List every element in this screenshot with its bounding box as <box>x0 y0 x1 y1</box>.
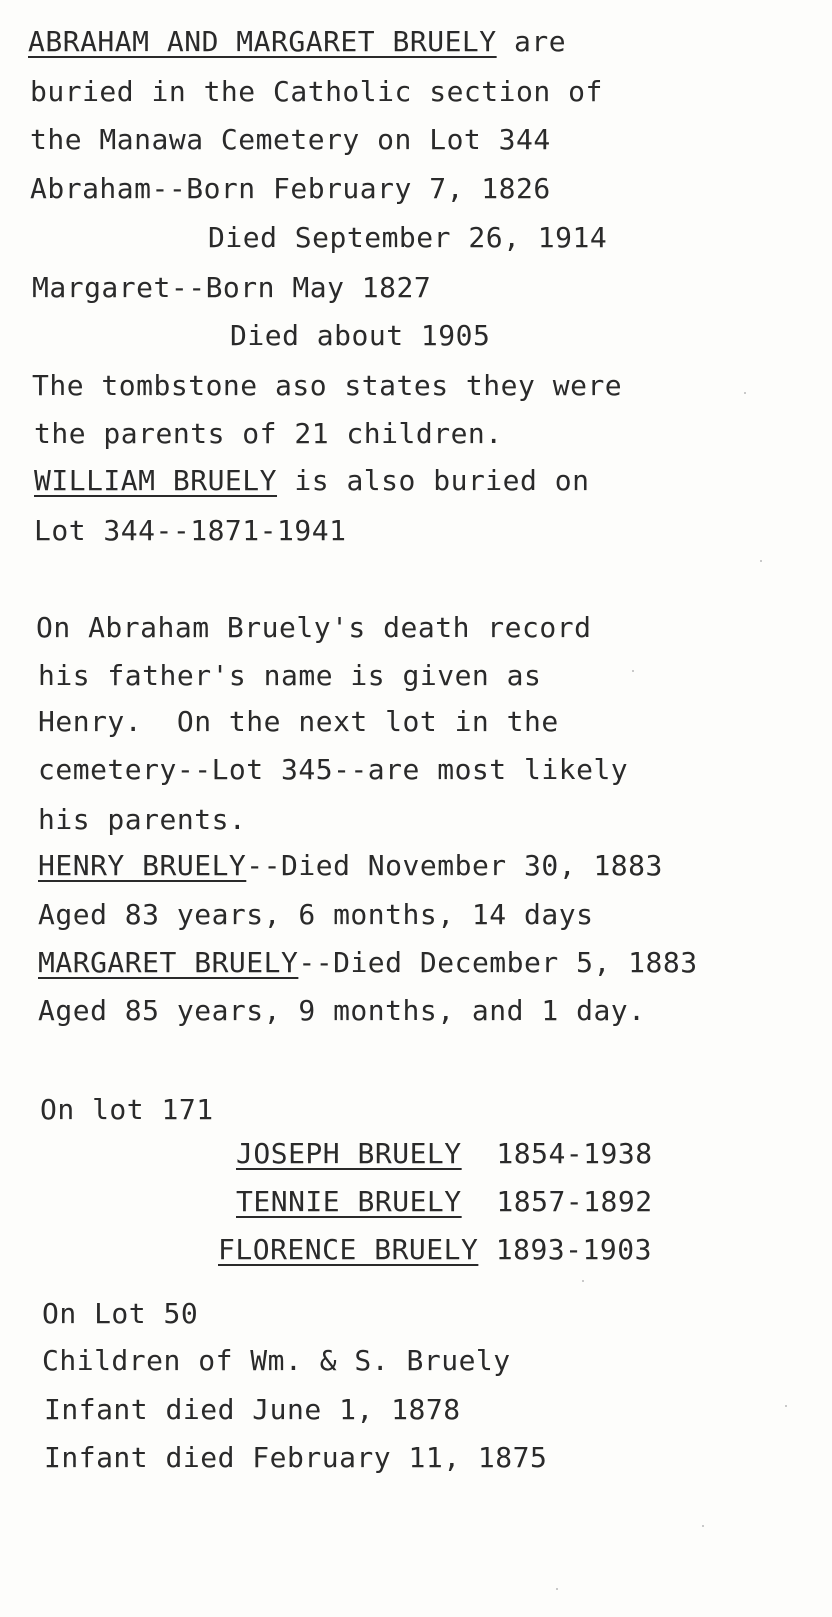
line-26: Children of Wm. & S. Bruely <box>42 1344 511 1377</box>
line-19: MARGARET BRUELY--Died December 5, 1883 <box>38 946 698 979</box>
line-1: ABRAHAM AND MARGARET BRUELY are <box>28 25 567 58</box>
paper-speck <box>556 1588 558 1590</box>
line-10: WILLIAM BRUELY is also buried on <box>34 464 590 497</box>
name-william: WILLIAM BRUELY <box>34 464 278 497</box>
years-florence: 1893-1903 <box>495 1233 652 1266</box>
line-14: Henry. On the next lot in the <box>38 705 559 738</box>
line-7: Died about 1905 <box>230 319 491 352</box>
line-8: The tombstone aso states they were <box>32 369 623 402</box>
line-4: Abraham--Born February 7, 1826 <box>30 172 551 205</box>
line-15: cemetery--Lot 345--are most likely <box>38 753 629 786</box>
paper-speck <box>632 670 634 672</box>
line-17: HENRY BRUELY--Died November 30, 1883 <box>38 849 663 882</box>
paper-speck <box>582 1280 584 1282</box>
paper-speck <box>702 1525 704 1527</box>
line-11: Lot 344--1871-1941 <box>34 514 347 547</box>
line-6: Margaret--Born May 1827 <box>32 271 432 304</box>
line-28: Infant died February 11, 1875 <box>44 1441 548 1474</box>
lot171-row-1 <box>236 1138 653 1170</box>
line-20: Aged 85 years, 9 months, and 1 day. <box>38 994 646 1027</box>
paper-speck <box>785 1405 787 1407</box>
years-joseph: 1854-1938 <box>496 1137 653 1170</box>
line-9: the parents of 21 children. <box>34 417 503 450</box>
years-tennie: 1857-1892 <box>496 1185 653 1218</box>
line-21: On lot 171 <box>40 1093 214 1126</box>
line-16: his parents. <box>38 803 247 836</box>
line-18: Aged 83 years, 6 months, 14 days <box>38 898 594 931</box>
line-27: Infant died June 1, 1878 <box>44 1393 461 1426</box>
line-5: Died September 26, 1914 <box>208 221 608 254</box>
lot171-row-2 <box>236 1186 653 1218</box>
line-2: buried in the Catholic section of <box>30 75 603 108</box>
paper-speck <box>760 560 762 562</box>
line-25: On Lot 50 <box>42 1297 199 1330</box>
name-abraham-margaret: ABRAHAM AND MARGARET BRUELY <box>28 25 497 58</box>
line-13: his father's name is given as <box>38 659 542 692</box>
name-joseph: JOSEPH BRUELY <box>236 1137 462 1170</box>
lot171-row-3 <box>218 1234 652 1266</box>
name-florence: FLORENCE BRUELY <box>218 1233 479 1266</box>
name-tennie: TENNIE BRUELY <box>236 1185 462 1218</box>
line-12: On Abraham Bruely's death record <box>36 611 592 644</box>
name-margaret: MARGARET BRUELY <box>38 946 299 979</box>
paper-speck <box>744 392 746 394</box>
line-3: the Manawa Cemetery on Lot 344 <box>30 123 551 156</box>
name-henry: HENRY BRUELY <box>38 849 247 882</box>
